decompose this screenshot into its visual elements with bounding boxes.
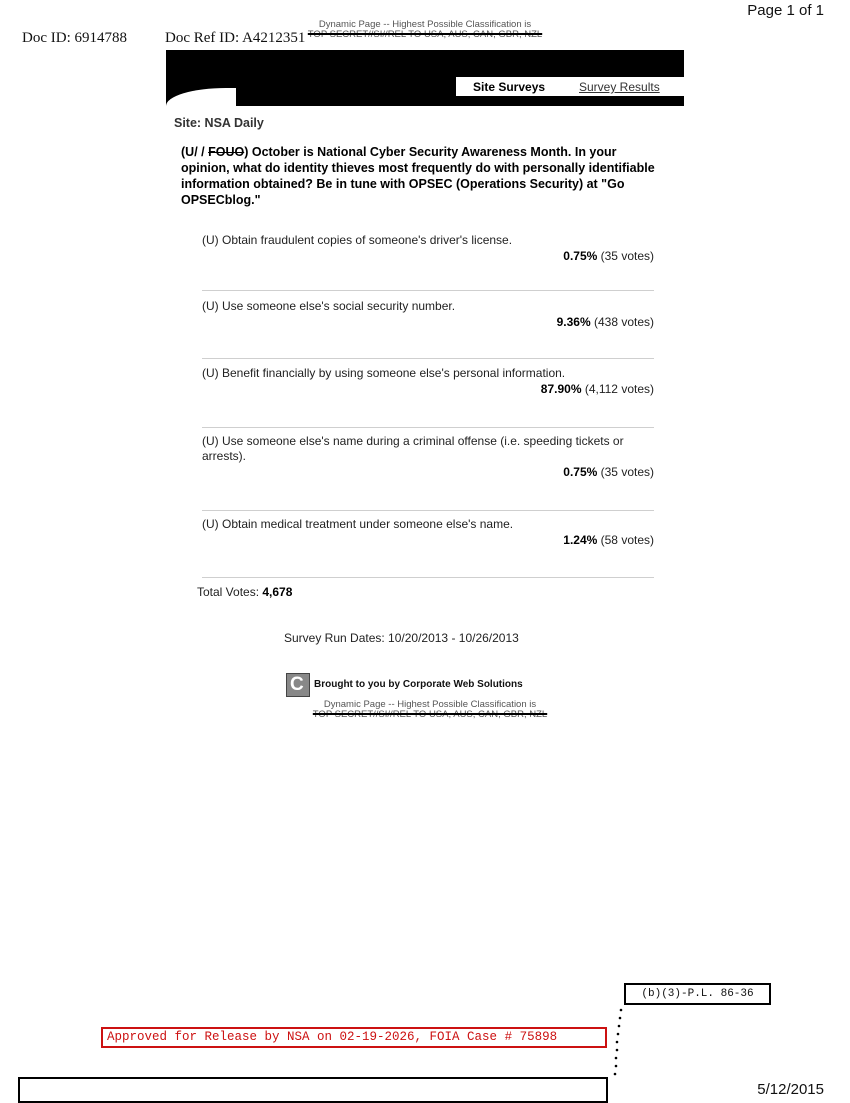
option-text: (U) Benefit financially by using someone else's personal information. <box>202 366 566 380</box>
divider <box>202 510 654 511</box>
option-percent: 9.36% <box>556 315 591 329</box>
survey-option <box>202 233 654 263</box>
total-votes <box>197 585 292 599</box>
option-text: (U) Use someone else's social security number. <box>202 299 456 313</box>
brand-credit: Brought to you by Corporate Web Solutions <box>314 679 523 690</box>
divider <box>202 577 654 578</box>
option-text: (U) Obtain medical treatment under someone else's name. <box>202 517 514 531</box>
option-text: (U) Obtain fraudulent copies of someone's driver's license. <box>202 233 513 247</box>
classification-marking: TOP SECRET//SI//REL TO USA, AUS, CAN, GBR, NZL <box>307 29 543 40</box>
divider <box>202 290 654 291</box>
redaction-box <box>18 1077 608 1103</box>
doc-ref-id: Doc Ref ID: A4212351 <box>165 30 306 46</box>
option-percent: 0.75% <box>563 465 598 479</box>
divider <box>202 427 654 428</box>
divider <box>202 358 654 359</box>
option-votes: (438 votes) <box>593 315 654 329</box>
tab-site-surveys[interactable]: Site Surveys <box>473 80 546 94</box>
page-number: Page 1 of 1 <box>747 2 824 19</box>
option-votes: (35 votes) <box>600 465 654 479</box>
site-label: Site: NSA Daily <box>174 116 264 130</box>
survey-option <box>202 434 654 479</box>
survey-option <box>202 517 654 547</box>
classification-marking: TOP SECRET//SI//REL TO USA, AUS, CAN, GBR, NZL <box>312 709 548 720</box>
option-text: (U) Use someone else's name during a criminal offense (i.e. speeding tickets or arrests). <box>202 434 624 463</box>
cws-logo-icon: C <box>286 673 310 697</box>
question-text: October is National Cyber Security Awareness Month. In your opinion, what do identity thieves most frequently do with personally identifiable information obtained? Be in tune with OPSEC (Operations Security) at "Go OPSECblog." <box>181 145 655 207</box>
footer-date: 5/12/2015 <box>757 1081 824 1098</box>
survey-question <box>181 144 666 208</box>
option-percent: 0.75% <box>563 249 598 263</box>
option-votes: (35 votes) <box>600 249 654 263</box>
survey-option <box>202 366 654 396</box>
option-votes: (58 votes) <box>600 533 654 547</box>
marking-suffix: ) <box>244 145 249 159</box>
doc-id: Doc ID: 6914788 <box>22 30 127 46</box>
option-percent: 87.90% <box>540 382 582 396</box>
fouo-marking: FOUO <box>208 145 245 159</box>
top-classification-banner <box>290 20 560 40</box>
classification-line: Dynamic Page -- Highest Possible Classification is <box>318 19 532 30</box>
option-percent: 1.24% <box>563 533 598 547</box>
option-votes: (4,112 votes) <box>584 382 654 396</box>
bottom-classification-banner <box>280 700 580 720</box>
survey-option <box>202 299 654 329</box>
survey-run-dates: Survey Run Dates: 10/20/2013 - 10/26/2013 <box>284 631 519 645</box>
total-value: 4,678 <box>262 585 293 599</box>
release-stamp: Approved for Release by NSA on 02-19-2026, FOIA Case # 75898 <box>101 1027 607 1048</box>
leader-dots <box>612 1007 626 1077</box>
marking-prefix: (U/ / <box>181 145 209 159</box>
tab-survey-results[interactable]: Survey Results <box>579 80 660 94</box>
foia-exemption-box: (b)(3)-P.L. 86-36 <box>624 983 771 1005</box>
classification-line: Dynamic Page -- Highest Possible Classification is <box>323 699 537 710</box>
total-label: Total Votes: <box>197 585 263 599</box>
